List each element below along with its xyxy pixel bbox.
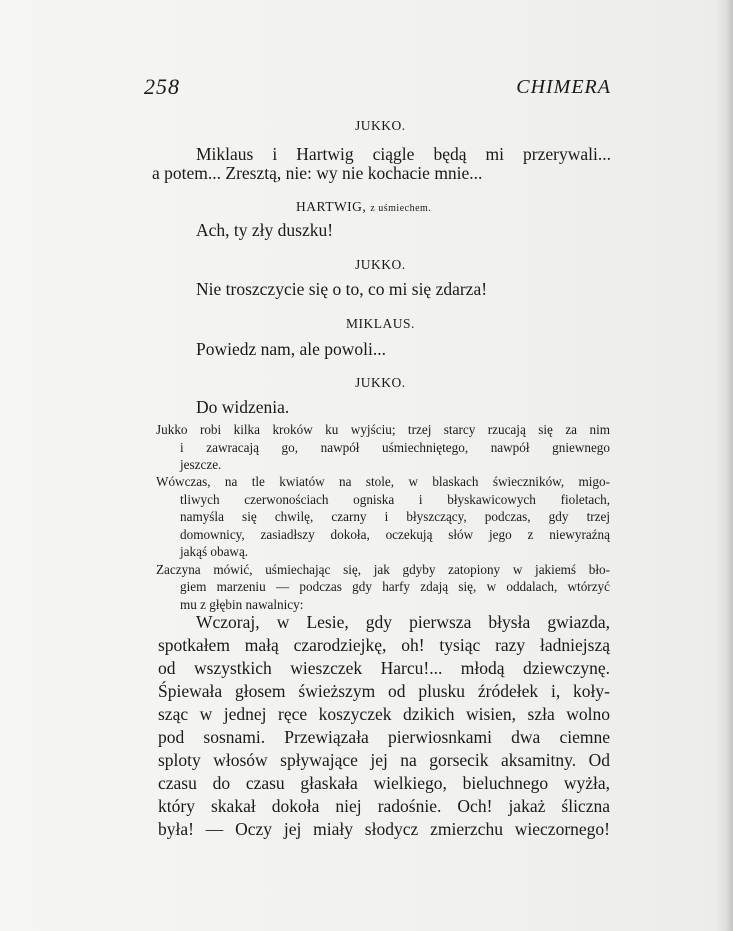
speech-line: pod sosnami. Przewiązała pierwiosnkami dwa ciemne	[158, 727, 610, 747]
speech-line: spotkałem małą czarodziejkę, oh! tysiąc razy ładniejszą	[158, 635, 610, 655]
speech-line: który skakał dokoła niej radośnie. Och! jakaż śliczna	[158, 796, 610, 816]
page-number: 258	[144, 74, 180, 99]
stage-direction-line: Zaczyna mówić, uśmiechając się, jak gdyby zatopiony w jakiemś bło-	[156, 562, 610, 577]
stage-direction-line: Jukko robi kilka kroków ku wyjściu; trzej starcy rzucają się za nim	[156, 422, 610, 437]
speaker-name: JUKKO.	[355, 257, 406, 272]
running-title: CHIMERA	[516, 76, 611, 98]
speech-line: była! — Oczy jej miały słodycz zmierzchu wieczornego!	[158, 819, 610, 839]
stage-direction-line: Wówczas, na tle kwiatów na stole, w blaskach świeczników, migo-	[156, 474, 610, 489]
speaker-name: MIKLAUS.	[346, 316, 415, 331]
speech-line: sząc w jednej ręce koszyczek dzikich wisien, szła wolno	[158, 704, 610, 724]
speaker-name: JUKKO.	[355, 118, 406, 133]
speaker-name: JUKKO.	[355, 375, 406, 390]
dialogue-line: a potem... Zresztą, nie: wy nie kochacie mnie...	[152, 163, 483, 183]
stage-direction-line: giem marzeniu — podczas gdy harfy zdają się, w oddalach, wtórzyć	[180, 579, 610, 594]
speech-line: Wczoraj, w Lesie, gdy pierwsza błysła gwiazda,	[196, 612, 610, 632]
stage-direction-line: i zawracają go, nawpół uśmiechniętego, nawpół gniewnego	[180, 440, 610, 455]
dialogue-line: Nie troszczycie się o to, co mi się zdarza!	[196, 279, 488, 299]
speaker-name	[296, 199, 431, 215]
dialogue-line: Ach, ty zły duszku!	[196, 220, 334, 240]
dialogue-line: Powiedz nam, ale powoli...	[196, 339, 387, 359]
stage-direction-line: tliwych czerwonościach ogniska i błyskawicowych fioletach,	[180, 492, 610, 507]
stage-direction-line: jakąś obawą.	[180, 544, 249, 559]
stage-direction-line: mu z głębin nawalnicy:	[180, 597, 304, 612]
dialogue-line: Do widzenia.	[196, 397, 290, 417]
stage-direction-line: jeszcze.	[180, 457, 222, 472]
stage-direction-line: domownicy, zasiadłszy dokoła, oczekują słów jego z niewyraźną	[180, 527, 610, 542]
stage-aside: z uśmiechem.	[370, 203, 432, 214]
speech-line: czasu do czasu głaskała wielkiego, bieluchnego wyżła,	[158, 773, 610, 793]
speaker-label: HARTWIG,	[296, 199, 367, 214]
speech-line: Śpiewała głosem świeższym od plusku źródełek i, koły-	[158, 681, 610, 701]
page-edge-shadow	[715, 0, 733, 931]
speech-line: od wszystkich wieszczek Harcu!... młodą dziewczynę.	[158, 658, 610, 678]
dialogue-line: Miklaus i Hartwig ciągle będą mi przerywali...	[196, 144, 611, 164]
speech-line: sploty włosów spływające jej na gorsecik aksamitny. Od	[158, 750, 610, 770]
stage-direction-line: namyśla się chwilę, czarny i błyszczący, podczas, gdy trzej	[180, 509, 610, 524]
